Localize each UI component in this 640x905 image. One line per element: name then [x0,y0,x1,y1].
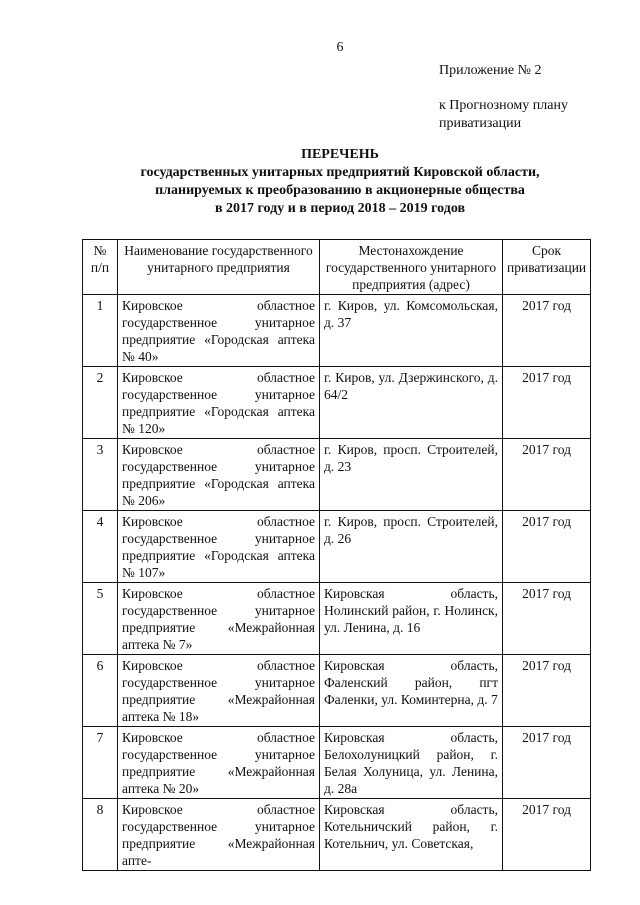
row-term: 2017 год [503,439,591,511]
row-num: 8 [83,799,118,871]
row-term: 2017 год [503,655,591,727]
row-term: 2017 год [503,295,591,367]
row-num: 3 [83,439,118,511]
table-header-row [83,240,591,295]
document-title [90,146,590,218]
table-row [83,439,591,511]
table-row [83,367,591,439]
table-row [83,295,591,367]
row-num: 6 [83,655,118,727]
row-name: Кировское областное государственное унитарное предприятие «Городская аптека № 206» [118,439,320,511]
header-name: Наименование государственного унитарного предприятия [118,240,320,295]
row-num: 1 [83,295,118,367]
title-line-3: планируемых к преобразованию в акционерные общества [155,183,525,198]
appendix-block [439,62,568,133]
table-row [83,583,591,655]
row-address: Кировская область, Котельничский район, г. Котельнич, ул. Советская, [320,799,503,871]
row-name: Кировское областное государственное унитарное предприятие «Городская аптека № 107» [118,511,320,583]
title-line-1: ПЕРЕЧЕНЬ [301,147,379,162]
row-address: Кировская область, Фаленский район, пгт Фаленки, ул. Коминтерна, д. 7 [320,655,503,727]
row-address: г. Киров, просп. Строителей, д. 23 [320,439,503,511]
row-name: Кировское областное государственное унитарное предприятие «Межрайонная аптека № 7» [118,583,320,655]
title-line-2: государственных унитарных предприятий Кировской области, [140,165,540,180]
row-address: Кировская область, Нолинский район, г. Нолинск, ул. Ленина, д. 16 [320,583,503,655]
header-num: № п/п [83,240,118,295]
title-line-4: в 2017 году и в период 2018 – 2019 годов [214,201,466,216]
table-row [83,511,591,583]
table-row [83,655,591,727]
row-name: Кировское областное государственное унитарное предприятие «Городская аптека № 120» [118,367,320,439]
table-row [83,799,591,871]
row-term: 2017 год [503,799,591,871]
row-num: 2 [83,367,118,439]
row-num: 4 [83,511,118,583]
appendix-label: Приложение № 2 [439,63,542,78]
row-name: Кировское областное государственное унитарное предприятие «Городская аптека № 40» [118,295,320,367]
page-number: 6 [336,40,344,55]
row-address: Кировская область, Белохолуницкий район, г. Белая Холуница, ул. Ленина, д. 28а [320,727,503,799]
row-num: 5 [83,583,118,655]
row-name: Кировское областное государственное унитарное предприятие «Межрайонная апте- [118,799,320,871]
table-row [83,727,591,799]
row-num: 7 [83,727,118,799]
appendix-reference-line1: к Прогнозному плану [439,98,568,113]
header-address: Местонахождение государственного унитарного предприятия (адрес) [320,240,503,295]
row-address: г. Киров, ул. Дзержинского, д. 64/2 [320,367,503,439]
row-address: г. Киров, ул. Комсомольская, д. 37 [320,295,503,367]
row-name: Кировское областное государственное унитарное предприятие «Межрайонная аптека № 20» [118,727,320,799]
row-name: Кировское областное государственное унитарное предприятие «Межрайонная аптека № 18» [118,655,320,727]
header-term: Срок приватизации [503,240,591,295]
row-term: 2017 год [503,727,591,799]
row-address: г. Киров, просп. Строителей, д. 26 [320,511,503,583]
row-term: 2017 год [503,583,591,655]
enterprises-table [82,239,591,871]
row-term: 2017 год [503,511,591,583]
row-term: 2017 год [503,367,591,439]
appendix-reference-line2: приватизации [439,116,522,131]
